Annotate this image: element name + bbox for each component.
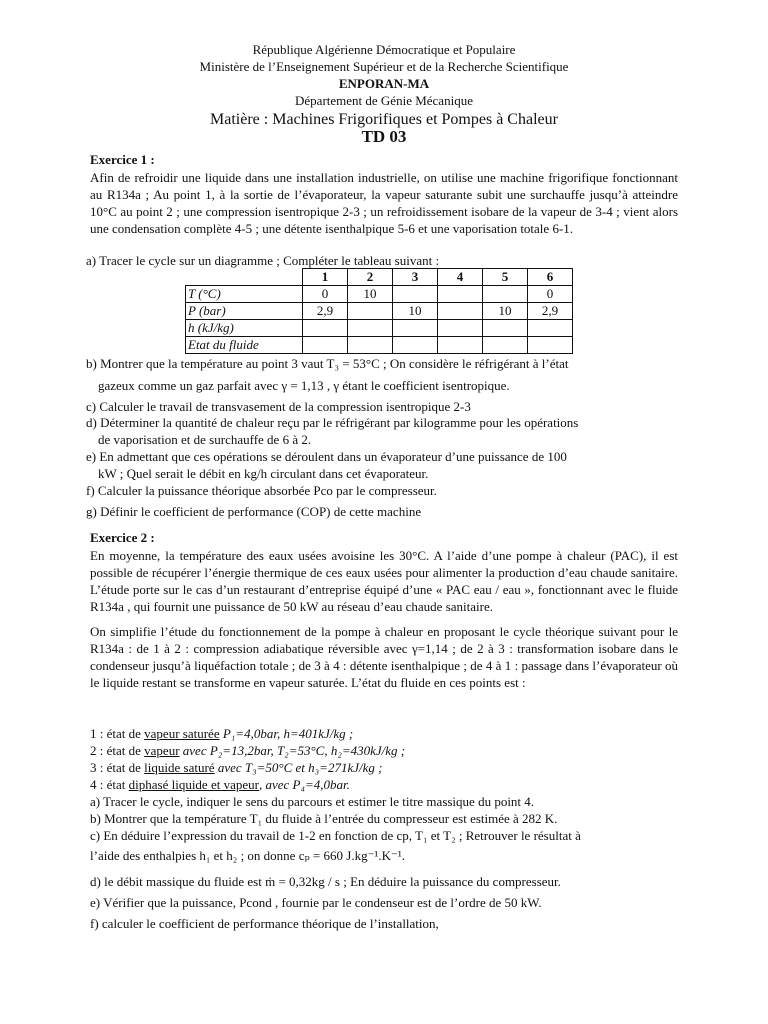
state-point-2 xyxy=(90,742,678,759)
question-c-label: c) xyxy=(86,399,97,414)
table-corner xyxy=(186,269,303,286)
question-b-cont: gazeux comme un gaz parfait avec γ = 1,13 , γ étant le coefficient isentropique. xyxy=(98,378,510,393)
subject-title: Matière : Machines Frigorifiques et Pompes à Chaleur xyxy=(210,111,558,128)
table-cell xyxy=(528,337,573,354)
table-cell: 0 xyxy=(528,286,573,303)
question-b-label: b) xyxy=(86,356,97,371)
table-col-header: 5 xyxy=(483,269,528,286)
table-col-header: 1 xyxy=(303,269,348,286)
row-label: T (°C) xyxy=(186,286,303,303)
question-f xyxy=(86,482,678,499)
state-point-4 xyxy=(90,776,678,793)
question-c-text: Calculer le travail de transvasement de la compression isentropique 2-3 xyxy=(99,399,471,414)
question-e-text: En admettant que ces opérations se déroulent dans un évaporateur d’une puissance de 100 xyxy=(99,449,567,464)
table-cell xyxy=(348,320,393,337)
state-table xyxy=(185,268,573,354)
question-e-cont: kW ; Quel serait le débit en kg/h circulant dans cet évaporateur. xyxy=(98,466,429,481)
question-e xyxy=(86,448,678,465)
table-cell: 0 xyxy=(303,286,348,303)
question-e-label: e) xyxy=(86,449,97,464)
question-f-text: Calculer la puissance théorique absorbée Pco par le compresseur. xyxy=(97,483,437,498)
exercise1-title: Exercice 1 : xyxy=(90,152,155,167)
table-cell: 2,9 xyxy=(303,303,348,320)
question-d xyxy=(86,414,678,431)
state-point-1 xyxy=(90,725,678,742)
table-cell xyxy=(393,337,438,354)
table-cell xyxy=(348,303,393,320)
question-g-label: g) xyxy=(86,504,97,519)
table-cell xyxy=(438,337,483,354)
ex2-question-a: a) Tracer le cycle, indiquer le sens du parcours et estimer le titre massique du point 4. xyxy=(90,794,535,809)
exercise2-paragraph1: En moyenne, la température des eaux usées avoisine les 30°C. A l’aide d’une pompe à chaleur (PAC), il est possible de récupérer l’énergie thermique de ces eaux usées pour alimenter la production d’eau chaude sanitaire. L’étude porte sur le cas d’un restaurant d’entreprise équipé d’une « PAC eau / eau », fonctionnant avec le fluide R134a , qui fournit une puissance de 50 kW au réseau d’eau chaude sanitaire. xyxy=(90,548,678,614)
row-label: h (kJ/kg) xyxy=(186,320,303,337)
ex2-question-f: f) calculer le coefficient de performance théorique de l’installation, xyxy=(90,916,439,931)
ex2-question-d: d) le débit massique du fluide est ṁ = 0,32kg / s ; En déduire la puissance du compresseur. xyxy=(90,874,561,889)
table-row-temperature xyxy=(186,286,573,303)
question-d-label: d) xyxy=(86,415,97,430)
row-label: Etat du fluide xyxy=(186,337,303,354)
header-ministry: Ministère de l’Enseignement Supérieur et de la Recherche Scientifique xyxy=(199,59,569,74)
state-type: diphasé liquide et vapeur xyxy=(128,777,259,792)
table-cell xyxy=(483,286,528,303)
state-type: vapeur xyxy=(144,743,180,758)
question-d-cont: de vaporisation et de surchauffe de 6 à 2. xyxy=(98,432,312,447)
table-col-header: 2 xyxy=(348,269,393,286)
state-prefix: 4 : état xyxy=(90,777,129,792)
table-cell xyxy=(393,320,438,337)
table-cell: 10 xyxy=(393,303,438,320)
td-number: TD 03 xyxy=(361,127,407,146)
question-a xyxy=(86,252,678,269)
ex2-question-b: b) Montrer que la température T₁ du fluide à l’entrée du compresseur est estimée à 282 K. xyxy=(90,811,558,826)
table-row-enthalpy xyxy=(186,320,573,337)
header-republic: République Algérienne Démocratique et Populaire xyxy=(252,42,516,57)
exercise1-intro: Afin de refroidir une liquide dans une installation industrielle, on utilise une machine frigorifique fonctionnant au R134a ; Au point 1, à la sortie de l’évaporateur, la vapeur saturante subit une surchauffe jusqu’à atteindre 10°C au point 2 ; une compression isentropique 2-3 ; un refroidissement isobare de la vapeur de 3-4 ; vient alors une condensation complète 4-5 ; une détente isenthalpique 5-6 et une vaporisation totale 6-1. xyxy=(90,170,678,236)
table-cell xyxy=(393,286,438,303)
question-c xyxy=(86,398,678,415)
table-cell xyxy=(438,303,483,320)
exercise2-title: Exercice 2 : xyxy=(90,530,155,545)
ex2-question-c: c) En déduire l’expression du travail de 1-2 en fonction de cp, T₁ et T₂ ; Retrouver le résultat à xyxy=(90,828,581,843)
question-g-text: Définir le coefficient de performance (COP) de cette machine xyxy=(100,504,422,519)
question-f-label: f) xyxy=(86,483,95,498)
state-type: vapeur saturée xyxy=(144,726,220,741)
state-values: , avec P₄=4,0bar. xyxy=(258,777,350,792)
exercise2-paragraph2: On simplifie l’étude du fonctionnement de la pompe à chaleur en proposant le cycle théorique suivant pour le R134a : de 1 à 2 : compression adiabatique réversible avec γ=1,14 ; de 2 à 3 : transformation isobare dans le condenseur jusqu’à liquéfaction totale ; de 3 à 4 : détente isenthalpique ; de 4 à 1 : passage dans l’évaporateur où le liquide restant se transforme en vapeur saturée. L’état du fluide en ces points est : xyxy=(90,624,678,690)
state-point-3 xyxy=(90,759,678,776)
question-a-label: a) xyxy=(86,253,97,268)
table-cell xyxy=(348,337,393,354)
table-cell xyxy=(528,320,573,337)
header-school: ENPORAN-MA xyxy=(338,76,430,91)
state-prefix: 3 : état de xyxy=(90,760,145,775)
table-col-header: 4 xyxy=(438,269,483,286)
state-prefix: 2 : état de xyxy=(90,743,145,758)
table-cell xyxy=(303,337,348,354)
question-b xyxy=(86,355,678,372)
question-d-text: Déterminer la quantité de chaleur reçu par le réfrigérant par kilogramme pour les opérations xyxy=(100,415,579,430)
state-values: P₁=4,0bar, h=401kJ/kg ; xyxy=(219,726,354,741)
table-cell xyxy=(483,337,528,354)
table-cell: 2,9 xyxy=(528,303,573,320)
state-values: avec P₂=13,2bar, T₂=53°C, h₂=430kJ/kg ; xyxy=(179,743,406,758)
ex2-question-e: e) Vérifier que la puissance, Pcond , fournie par le condenseur est de l’ordre de 50 kW. xyxy=(90,895,542,910)
table-row-pressure xyxy=(186,303,573,320)
question-b-text: Montrer que la température au point 3 vaut T₃ = 53°C ; On considère le réfrigérant à l’état xyxy=(100,356,569,371)
table-cell xyxy=(438,286,483,303)
table-row-state xyxy=(186,337,573,354)
table-cell xyxy=(303,320,348,337)
table-header-row xyxy=(186,269,573,286)
table-cell: 10 xyxy=(483,303,528,320)
table-cell xyxy=(438,320,483,337)
table-col-header: 3 xyxy=(393,269,438,286)
table-cell: 10 xyxy=(348,286,393,303)
header-department: Département de Génie Mécanique xyxy=(295,93,473,108)
state-values: avec T₃=50°C et h₃=271kJ/kg ; xyxy=(214,760,383,775)
state-type: liquide saturé xyxy=(144,760,215,775)
table-cell xyxy=(483,320,528,337)
row-label: P (bar) xyxy=(186,303,303,320)
table-col-header: 6 xyxy=(528,269,573,286)
ex2-question-c-cont: l’aide des enthalpies h₁ et h₂ ; on donne cₚ = 660 J.kg⁻¹.K⁻¹. xyxy=(90,848,405,863)
question-g xyxy=(86,503,678,520)
question-a-text: Tracer le cycle sur un diagramme ; Compléter le tableau suivant : xyxy=(99,253,440,268)
state-prefix: 1 : état de xyxy=(90,726,145,741)
